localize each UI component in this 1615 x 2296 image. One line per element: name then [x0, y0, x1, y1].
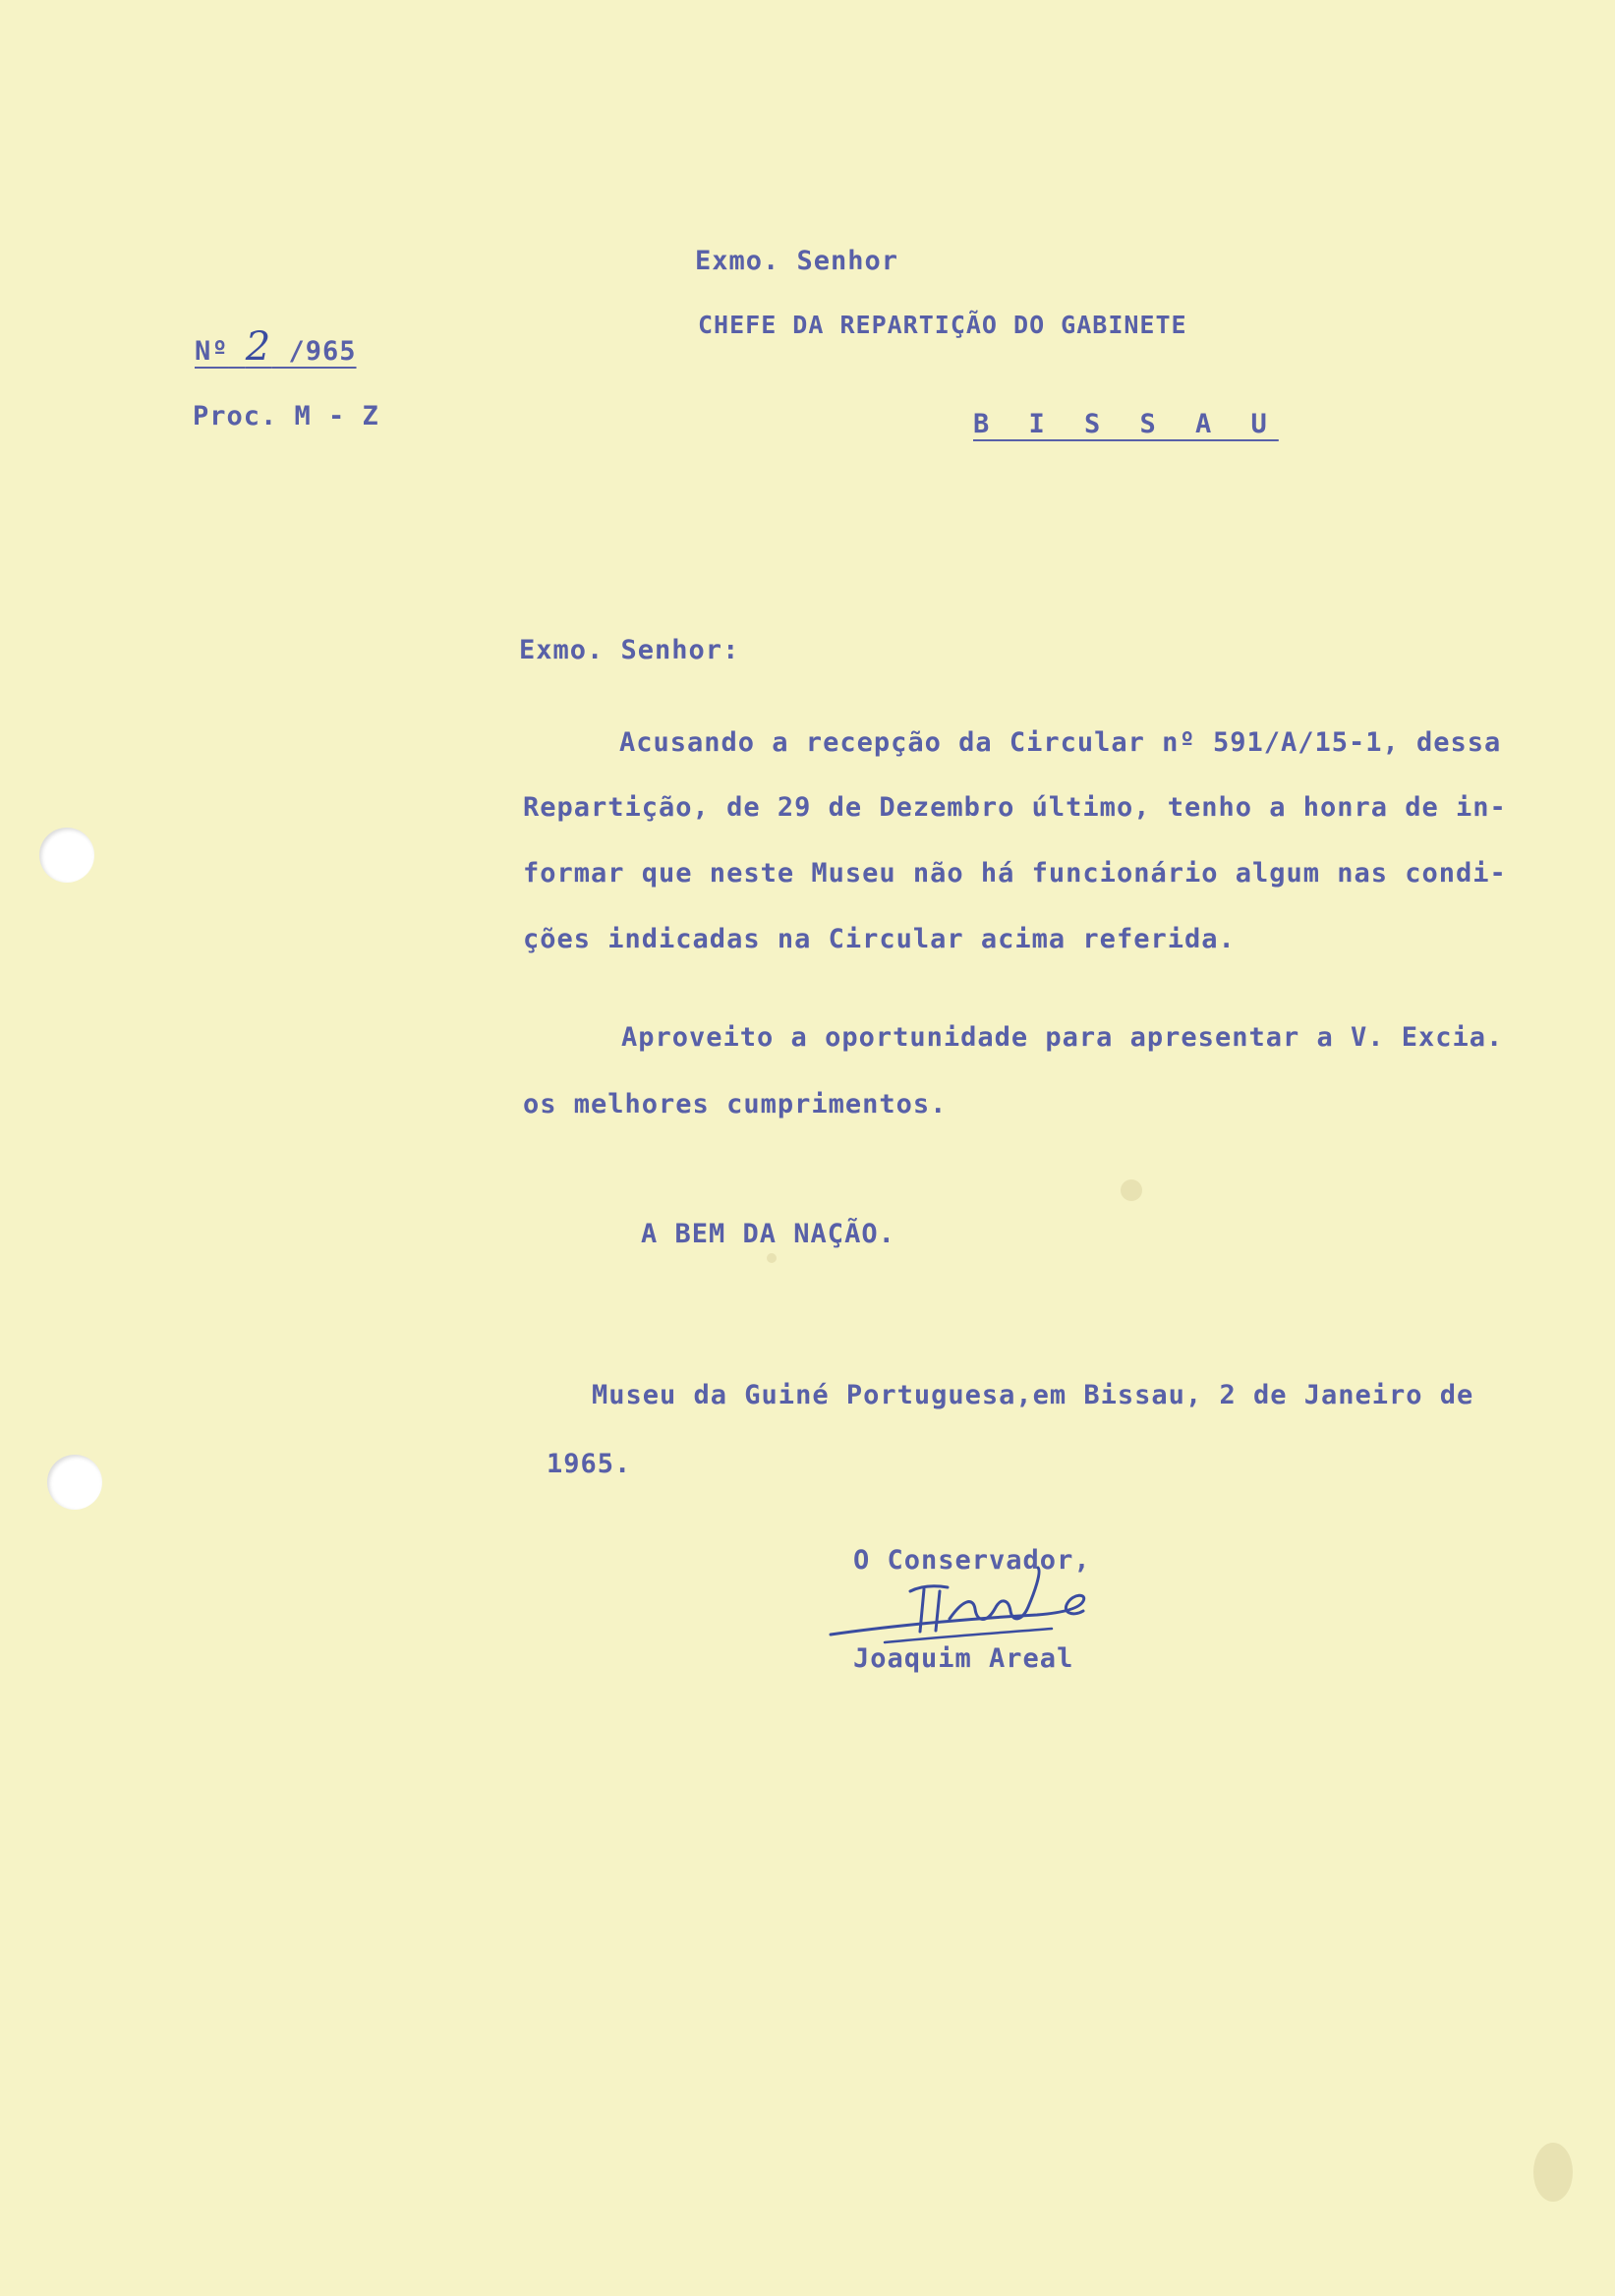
paragraph2-line: os melhores cumprimentos. — [523, 1089, 948, 1119]
header-salutation: Exmo. Senhor — [695, 246, 899, 276]
reference-number-suffix: /965 — [288, 336, 357, 367]
paper-stain — [1121, 1179, 1142, 1201]
paragraph1-line: Repartição, de 29 de Dezembro último, tenho a honra de in- — [523, 792, 1507, 823]
signatory-name: Joaquim Areal — [853, 1643, 1074, 1674]
paragraph2-line: Aproveito a oportunidade para apresentar a V. Excia. — [621, 1022, 1504, 1053]
reference-number-prefix: Nº — [195, 336, 229, 367]
paper-stain — [767, 1253, 777, 1263]
handwritten-signature — [826, 1558, 1121, 1666]
place-date-line: Museu da Guiné Portuguesa,em Bissau, 2 de Janeiro de — [592, 1380, 1474, 1410]
reference-number — [195, 324, 357, 370]
body-greeting: Exmo. Senhor: — [519, 635, 740, 665]
punch-hole — [39, 828, 94, 883]
paragraph1-line: formar que neste Museu não há funcionário algum nas condi- — [523, 858, 1507, 889]
signatory-title: O Conservador, — [853, 1545, 1091, 1576]
process-reference: Proc. M - Z — [193, 401, 379, 431]
closing-formula: A BEM DA NAÇÃO. — [641, 1219, 895, 1249]
paragraph1-line: ções indicadas na Circular acima referida. — [523, 924, 1236, 954]
header-city: B I S S A U — [973, 409, 1279, 439]
paragraph1-line: Acusando a recepção da Circular nº 591/A/15-1, dessa — [619, 727, 1502, 758]
reference-number-handwritten: 2 — [245, 324, 272, 370]
place-date-line: 1965. — [547, 1449, 632, 1479]
punch-hole — [47, 1455, 102, 1510]
paper-stain — [1533, 2143, 1573, 2202]
header-recipient: CHEFE DA REPARTIÇÃO DO GABINETE — [698, 311, 1187, 339]
